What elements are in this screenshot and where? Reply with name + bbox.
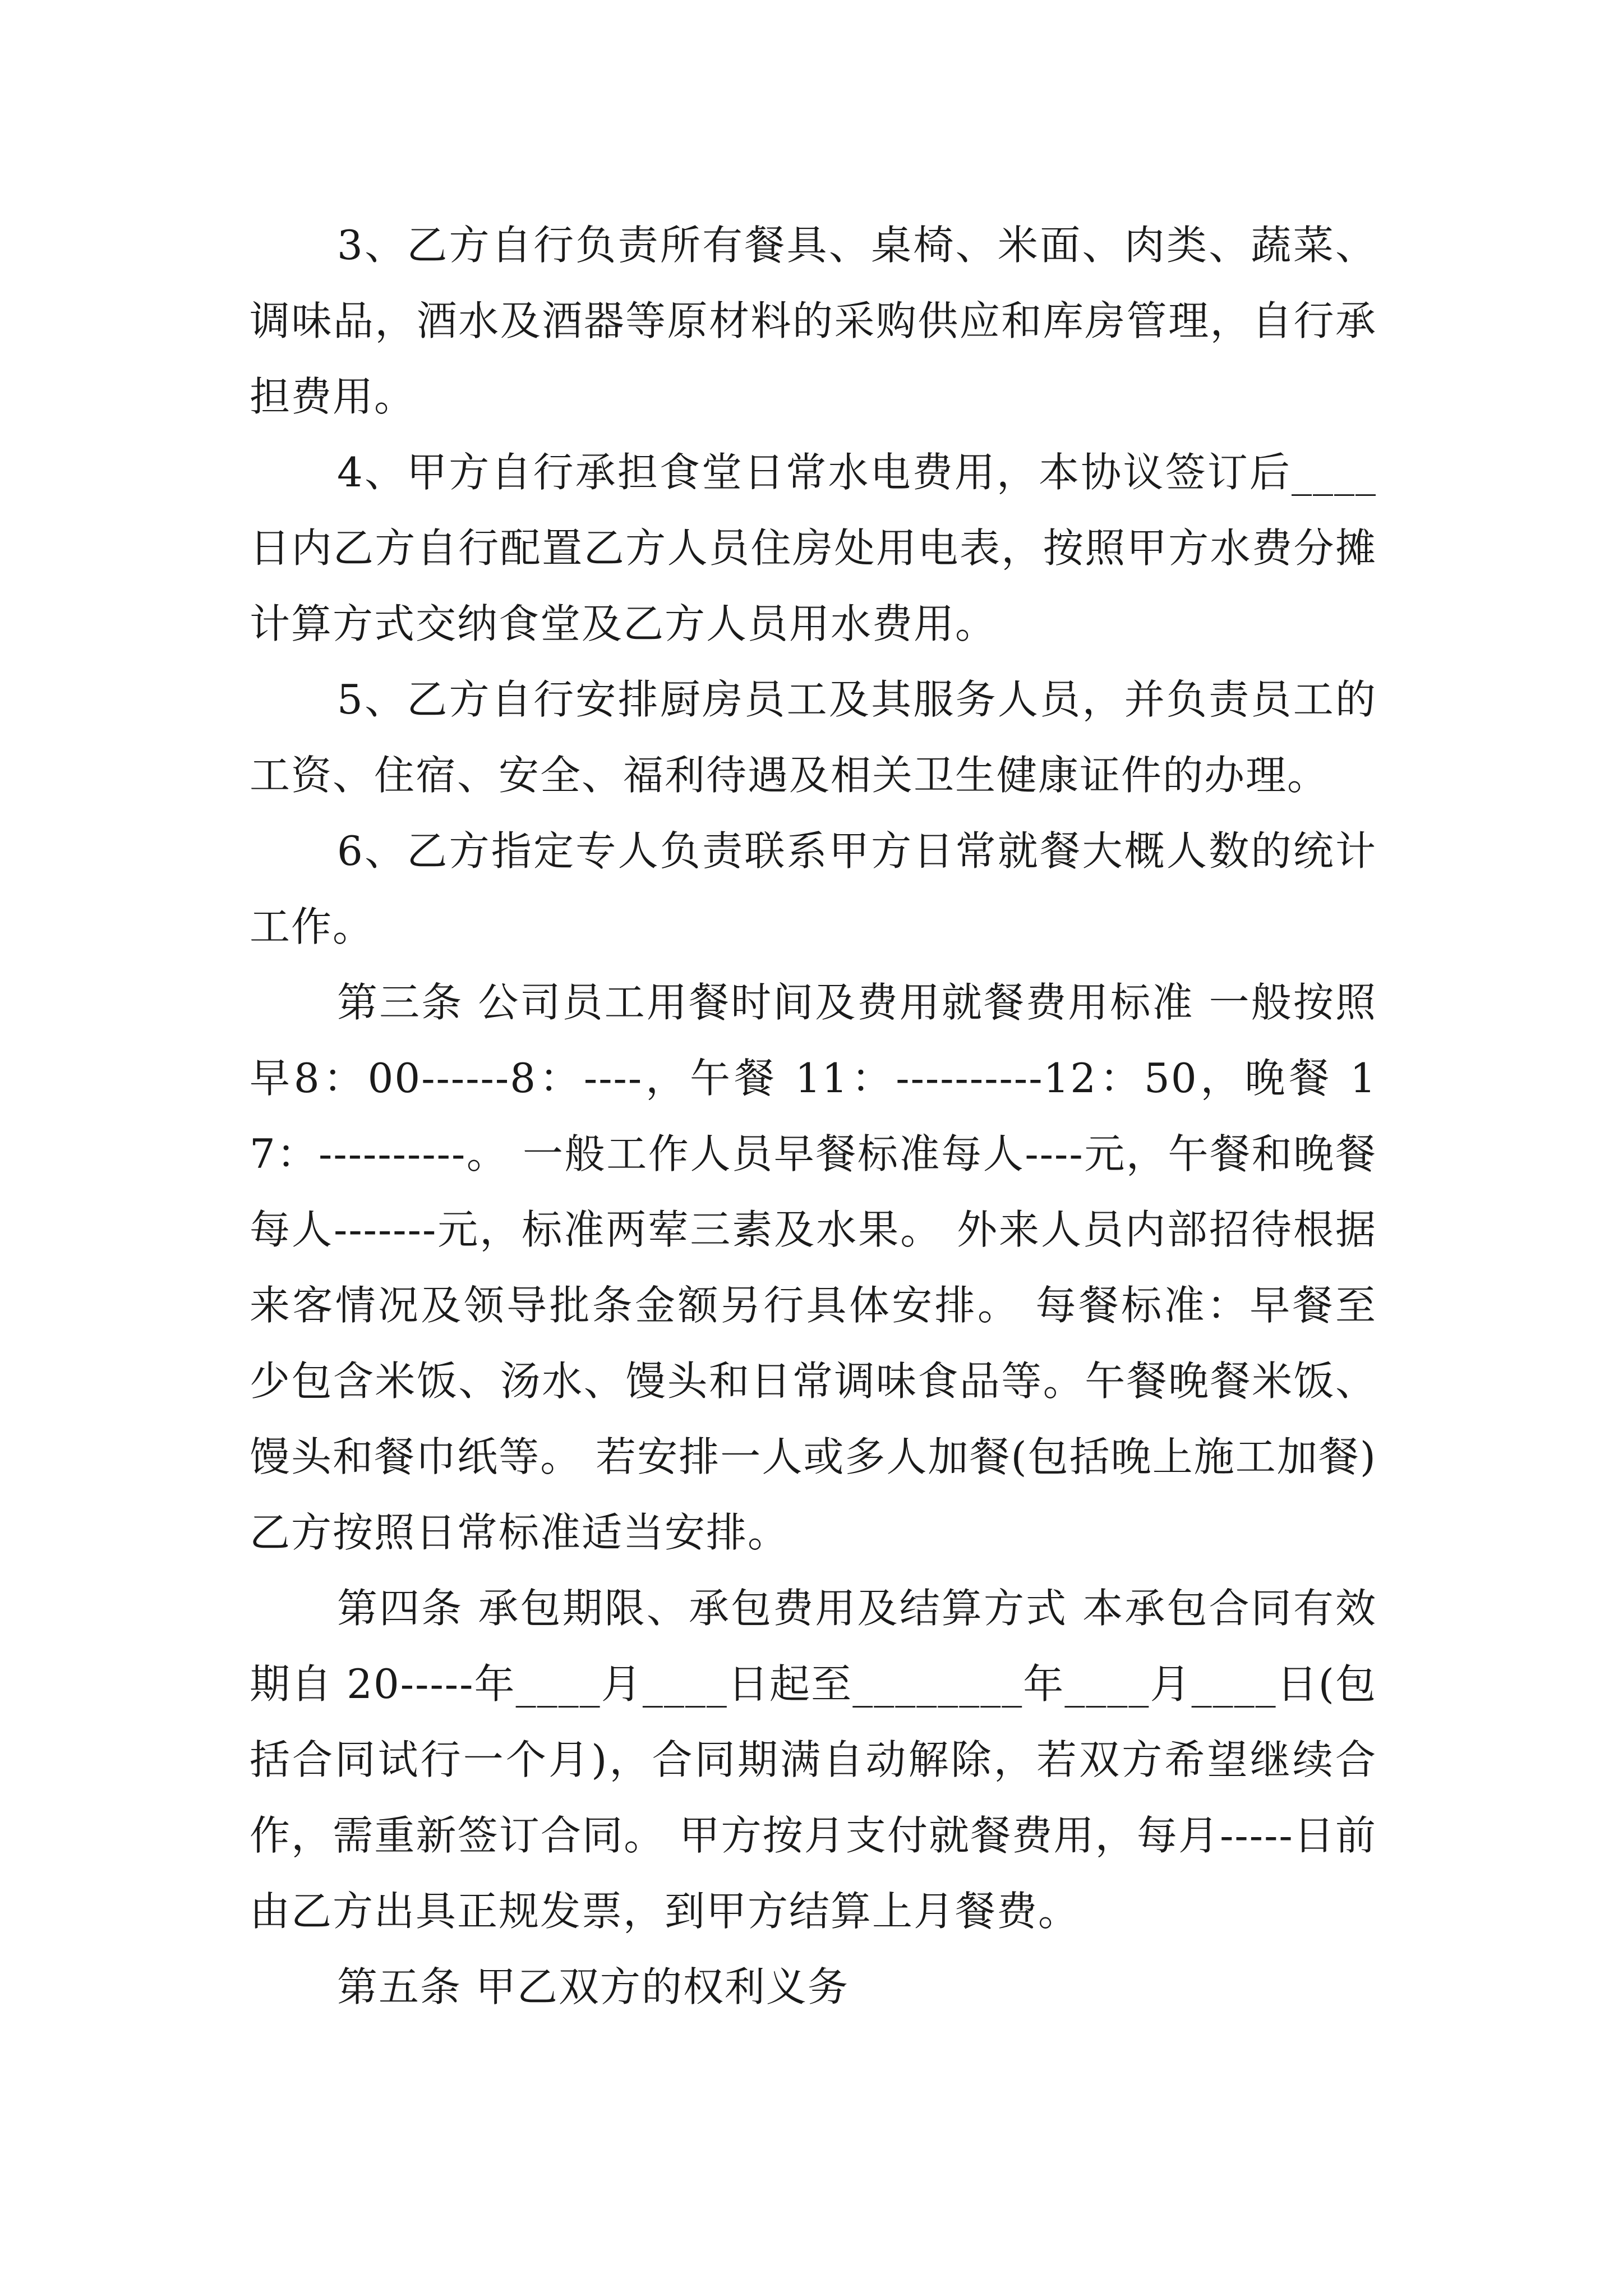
article-4-paragraph: 第四条 承包期限、承包费用及结算方式 本承包合同有效期自 20-----年____月____日起至________年____月____日(包括合同试行一个月)，合同期满自动解除，若双方希望继续合作，需重新签订合同。 甲方按月支付就餐费用，每月-----日前由乙方出具正规发票，到甲方结算上月餐费。 <box>250 1585 1377 1935</box>
article-3-paragraph: 第三条 公司员工用餐时间及费用就餐费用标准 一般按照早8：00------8：----，午餐 11：----------12：50，晚餐 17：----------。 一般工作人员早餐标准每人----元，午餐和晚餐每人-------元，标准两荤三素及水果。 外来人员内部招待根据来客情况及领导批条金额另行具体安排。 每餐标准：早餐至少包含米饭、汤水、馒头和日常调味食品等。午餐晚餐米饭、馒头和餐巾纸等。 若安排一人或多人加餐(包括晚上施工加餐)乙方按照日常标准适当安排。 <box>250 979 1377 1556</box>
clause-3-paragraph: 3、乙方自行负责所有餐具、桌椅、米面、肉类、蔬菜、调味品，酒水及酒器等原材料的采购供应和库房管理，自行承担费用。 <box>250 222 1377 420</box>
clause-4-paragraph: 4、甲方自行承担食堂日常水电费用，本协议签订后____日内乙方自行配置乙方人员住房处用电表，按照甲方水费分摊计算方式交纳食堂及乙方人员用水费用。 <box>250 449 1377 647</box>
clause-5-paragraph: 5、乙方自行安排厨房员工及其服务人员，并负责员工的工资、住宿、安全、福利待遇及相关卫生健康证件的办理。 <box>250 676 1377 799</box>
article-5-heading: 第五条 甲乙双方的权利义务 <box>337 1963 849 2010</box>
clause-6-paragraph: 6、乙方指定专人负责联系甲方日常就餐大概人数的统计工作。 <box>250 827 1377 950</box>
document-body <box>250 208 1377 2025</box>
